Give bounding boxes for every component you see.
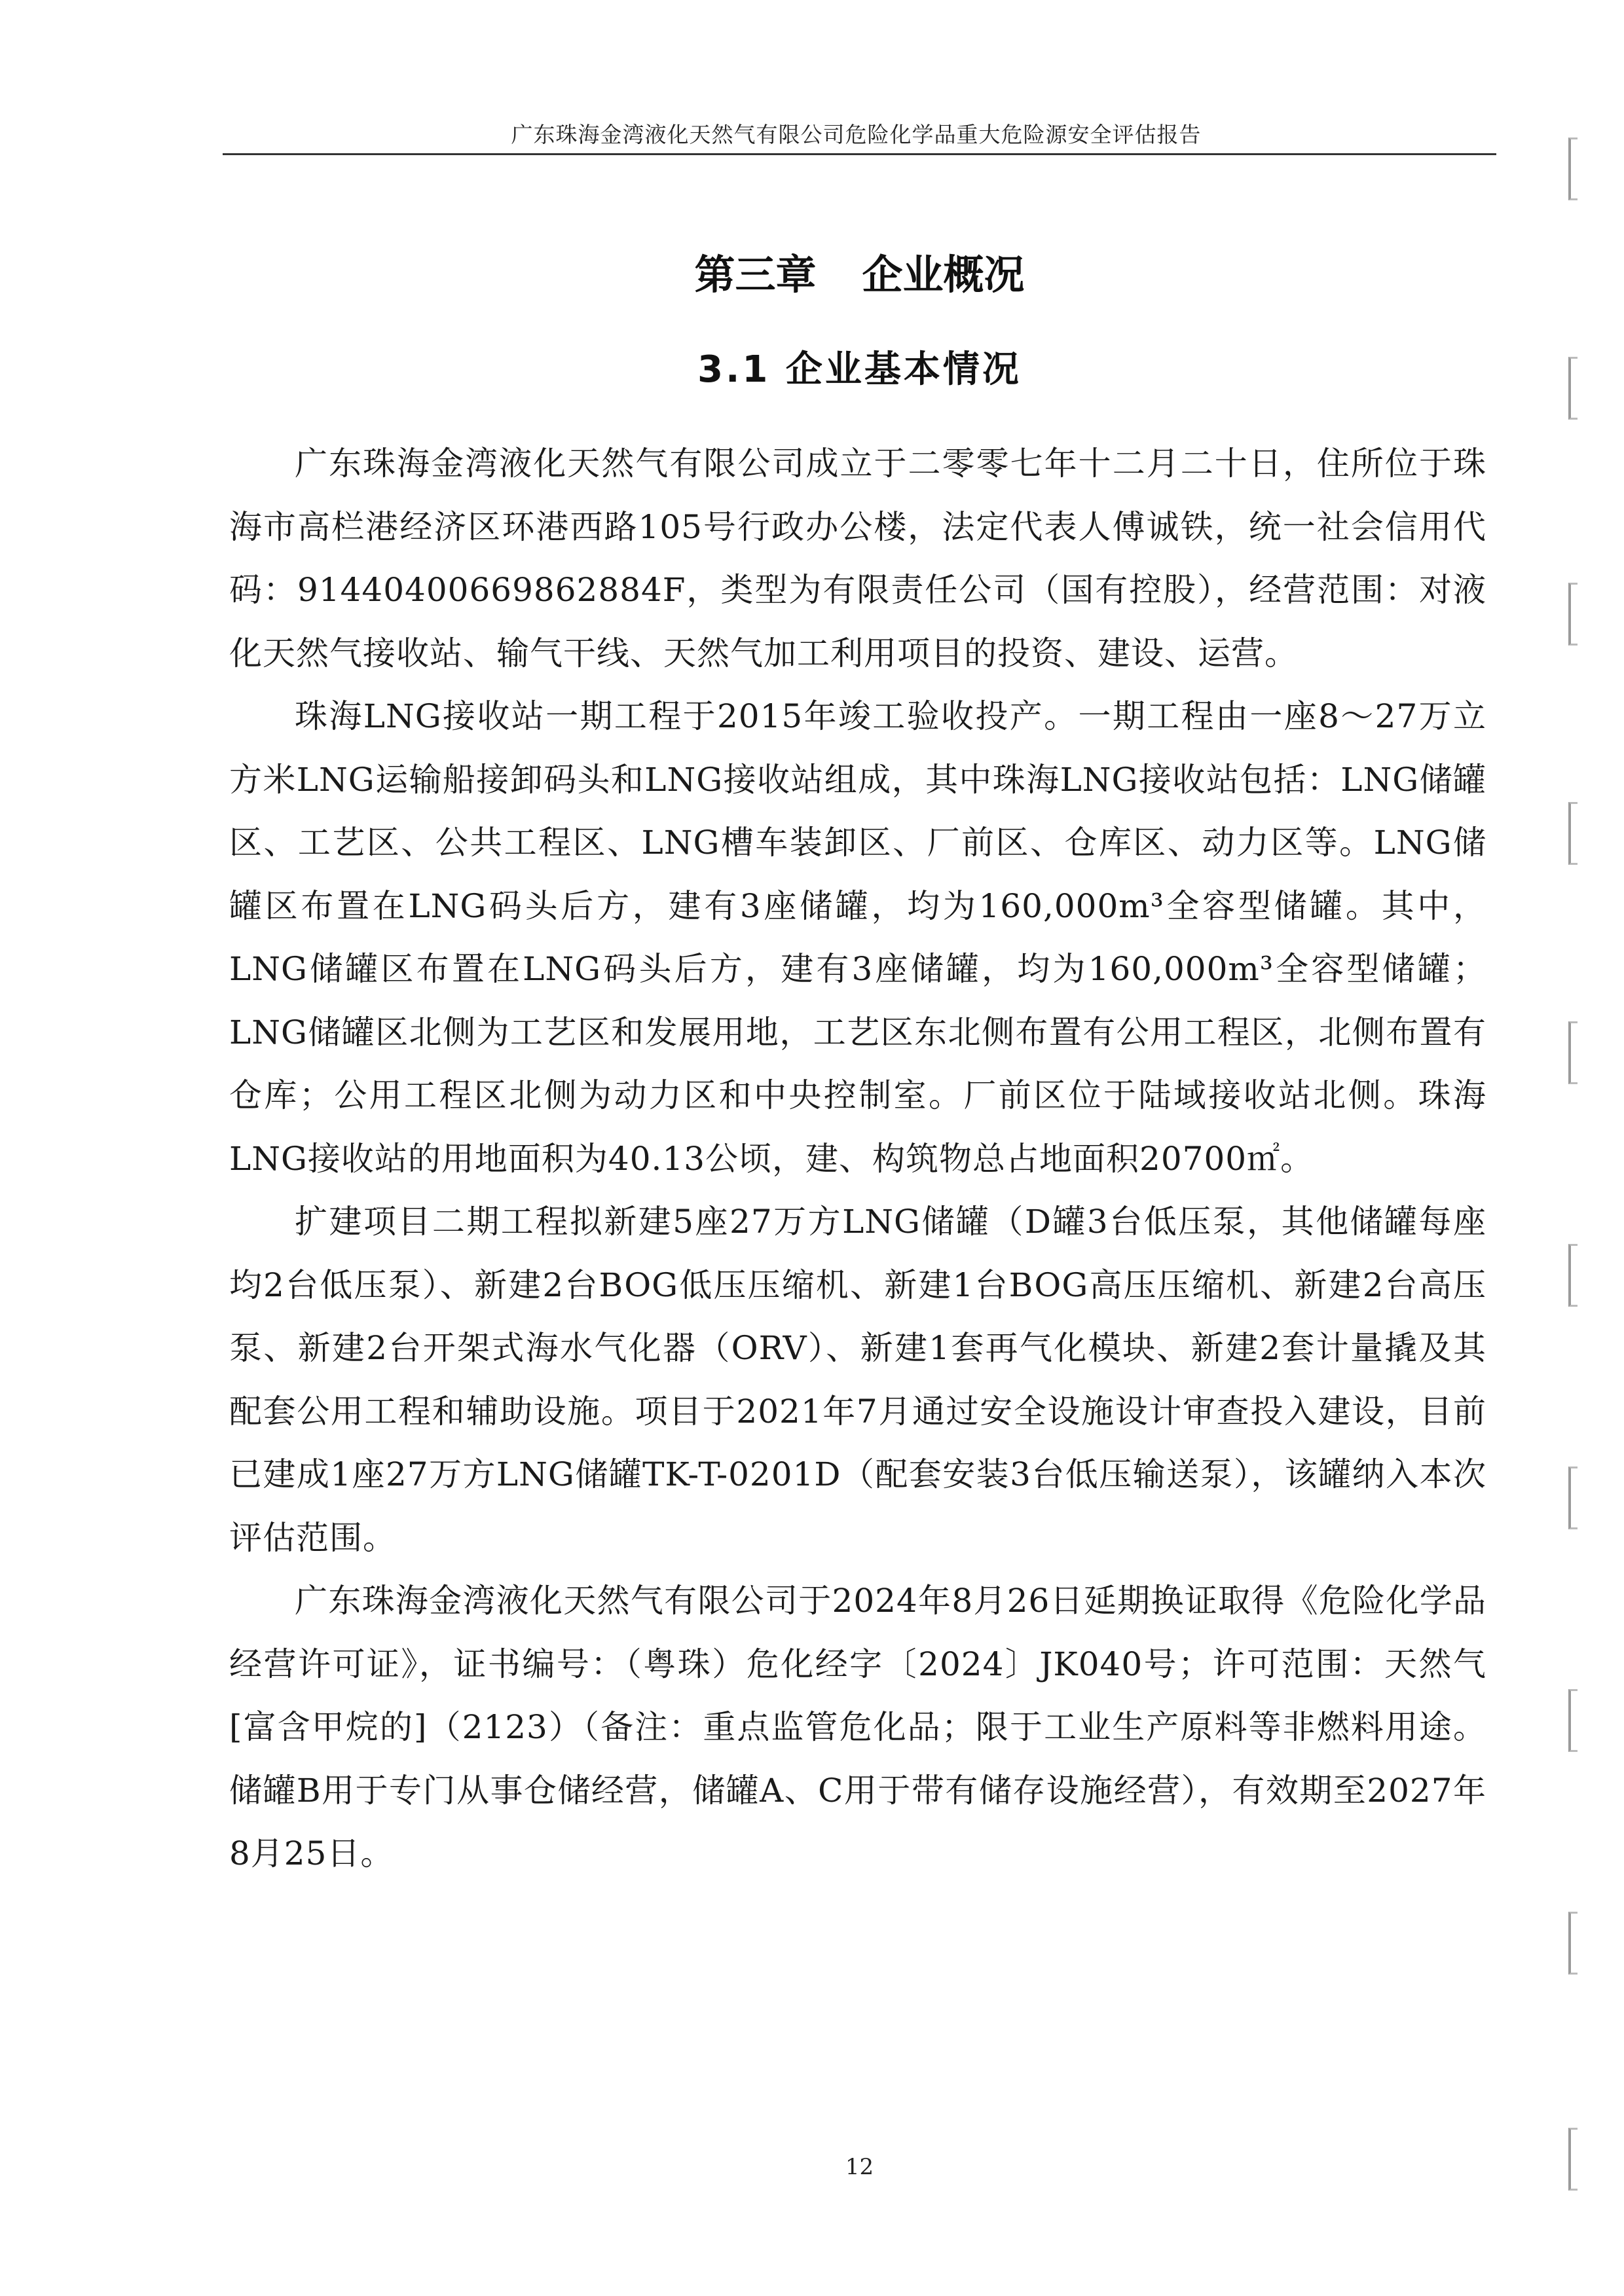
binding-mark [1568,1912,1578,1975]
header-rule [223,153,1496,155]
paragraph-company-info: 广东珠海金湾液化天然气有限公司成立于二零零七年十二月二十日，住所位于珠海市高栏港经济区环港西路105号行政办公楼，法定代表人傅诚铁，统一社会信用代码：91440400669862884F，类型为有限责任公司（国有控股），经营范围：对液化天然气接收站、输气干线、天然气加工利用项目的投资、建设、运营。 [229,445,1486,672]
section-title: 3.1 企业基本情况 [697,348,1022,391]
body-text [229,432,1486,1886]
binding-mark [1568,1021,1578,1084]
binding-mark [1568,583,1578,646]
binding-mark [1568,137,1578,200]
binding-mark [1568,802,1578,865]
paragraph-phase-two: 扩建项目二期工程拟新建5座27万方LNG储罐（D罐3台低压泵，其他储罐每座均2台低压泵）、新建2台BOG低压压缩机、新建1台BOG高压压缩机、新建2台高压泵、新建2台开架式海水气化器（ORV）、新建1套再气化模块、新建2套计量撬及其配套公用工程和辅助设施。项目于2021年7月通过安全设施设计审查投入建设，目前已建成1座27万方LNG储罐TK-T-0201D（配套安装3台低压输送泵），该罐纳入本次评估范围。 [229,1203,1486,1557]
binding-mark [1568,357,1578,420]
chapter-title [223,242,1496,301]
binding-mark [1568,1467,1578,1529]
running-header: 广东珠海金湾液化天然气有限公司危险化学品重大危险源安全评估报告 [511,122,1202,147]
binding-mark [1568,1689,1578,1752]
binding-mark [1568,1244,1578,1307]
page-number: 12 [845,2154,874,2180]
chapter-number: 第三章 [694,251,817,299]
binding-mark [1568,2128,1578,2191]
paragraph-license: 广东珠海金湾液化天然气有限公司于2024年8月26日延期换证取得《危险化学品经营许可证》，证书编号：（粤珠）危化经字〔2024〕JK040号；许可范围：天然气[富含甲烷的]（2123）（备注：重点监管危化品；限于工业生产原料等非燃料用途。储罐B用于专门从事仓储经营，储罐A、C用于带有储存设施经营），有效期至2027年8月25日。 [229,1582,1486,1872]
chapter-name: 企业概况 [862,251,1025,299]
paragraph-phase-one: 珠海LNG接收站一期工程于2015年竣工验收投产。一期工程由一座8～27万立方米LNG运输船接卸码头和LNG接收站组成，其中珠海LNG接收站包括：LNG储罐区、工艺区、公共工程区、LNG槽车装卸区、厂前区、仓库区、动力区等。LNG储罐区布置在LNG码头后方，建有3座储罐，均为160,000m³全容型储罐。其中，LNG储罐区布置在LNG码头后方，建有3座储罐，均为160,000m³全容型储罐；LNG储罐区北侧为工艺区和发展用地，工艺区东北侧布置有公用工程区，北侧布置有仓库；公用工程区北侧为动力区和中央控制室。厂前区位于陆域接收站北侧。珠海LNG接收站的用地面积为40.13公顷，建、构筑物总占地面积20700㎡。 [229,697,1486,1178]
